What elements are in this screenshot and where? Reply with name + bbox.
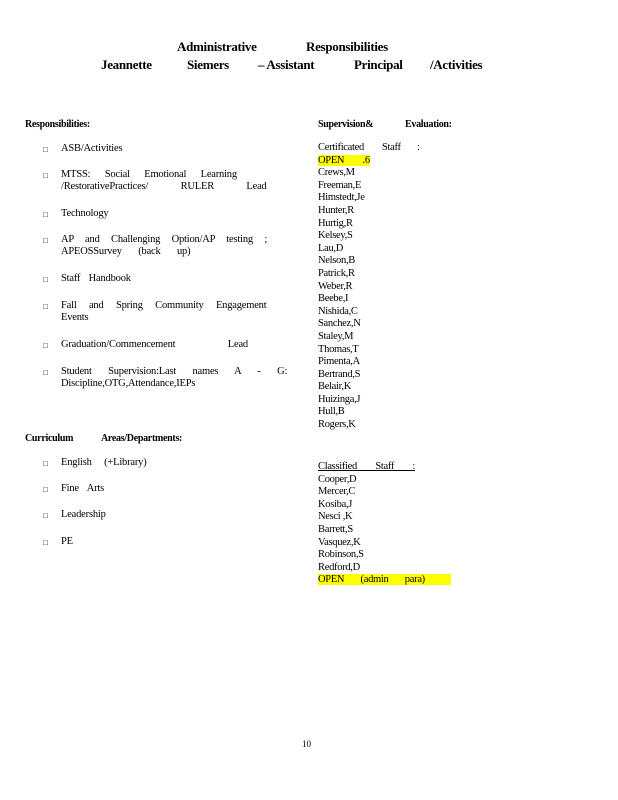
staff-name: Cooper,D [318, 473, 357, 485]
bullet-icon: □ [43, 459, 48, 468]
bullet-icon: □ [43, 538, 48, 547]
staff-name: Nishida,C [318, 305, 358, 317]
curriculum-item [61, 483, 261, 495]
item-line: Technology [61, 208, 109, 219]
item-line: PE [61, 536, 73, 547]
curriculum-heading-areas: Areas/Departments: [101, 433, 183, 444]
item-line: Graduation/Commencement Lead [61, 339, 248, 350]
staff-name: Pimenta,A [318, 356, 360, 368]
bullet-icon: □ [43, 368, 48, 377]
staff-name: Barrett,S [318, 523, 353, 535]
open-position-highlight: OPEN (admin para) [318, 574, 451, 585]
item-line: APEOSSurvey (back up) [61, 246, 191, 257]
staff-name: Staley,M [318, 330, 354, 342]
item-line: AP and Challenging Option/AP testing ; [61, 234, 268, 245]
bullet-icon: □ [43, 485, 48, 494]
page-number: 10 [302, 739, 311, 749]
staff-name: Weber,R [318, 280, 353, 292]
responsibility-item [61, 169, 267, 193]
curriculum-item [61, 457, 261, 469]
title-assistant: – Assistant [258, 57, 315, 72]
staff-name: Bertrand,S [318, 368, 361, 380]
staff-name: Belair,K [318, 381, 352, 393]
staff-name: Beebe,I [318, 293, 349, 305]
title-administrative: Administrative [177, 39, 257, 54]
responsibility-item [61, 143, 261, 155]
title-responsibilities: Responsibilities [306, 39, 388, 54]
staff-name: Rogers,K [318, 419, 356, 431]
responsibility-item [61, 366, 288, 390]
bullet-icon: □ [43, 236, 48, 245]
responsibilities-heading: Responsibilities: [25, 119, 90, 130]
certificated-staff-list [318, 142, 420, 432]
staff-name: Crews,M [318, 167, 355, 179]
certificated-label-a: Certificated [318, 142, 364, 153]
title-principal: Principal [354, 57, 403, 72]
staff-name: Robinson,S [318, 549, 364, 561]
item-line: Discipline,OTG,Attendance,IEPs [61, 378, 196, 389]
curriculum-item [61, 536, 261, 548]
bullet-icon: □ [43, 275, 48, 284]
staff-name: Kosiba,J [318, 498, 353, 510]
responsibility-item [61, 273, 261, 285]
title-last-name: Siemers [187, 57, 229, 72]
evaluation-heading: Evaluation: [405, 119, 452, 130]
staff-name: Hull,B [318, 406, 345, 418]
item-line: English (+Library) [61, 457, 147, 468]
item-line: MTSS: Social Emotional Learning [61, 169, 237, 180]
staff-name: Himstedt,Je [318, 192, 365, 204]
item-line: /RestorativePractices/ RULER Lead [61, 181, 267, 192]
item-line: Fine Arts [61, 483, 104, 494]
responsibility-item [61, 234, 268, 258]
staff-name: Vasquez,K [318, 536, 361, 548]
staff-name: Nesci ,K [318, 511, 353, 523]
bullet-icon: □ [43, 171, 48, 180]
bullet-icon: □ [43, 302, 48, 311]
bullet-icon: □ [43, 511, 48, 520]
classified-label: Classified Staff : [318, 461, 415, 472]
staff-name: Hurtig,R [318, 217, 353, 229]
staff-name: Redford,D [318, 561, 360, 573]
staff-name: Nelson,B [318, 255, 355, 267]
supervision-heading: Supervision& [318, 119, 374, 130]
responsibility-item [61, 208, 261, 220]
staff-name: Hunter,R [318, 204, 354, 216]
classified-staff-list [318, 461, 451, 587]
staff-name: Mercer,C [318, 486, 356, 498]
curriculum-item [61, 509, 261, 521]
bullet-icon: □ [43, 145, 48, 154]
bullet-icon: □ [43, 341, 48, 350]
item-line: Events [61, 312, 89, 323]
staff-name: Thomas,T [318, 343, 359, 355]
item-line: Fall and Spring Community Engagement [61, 300, 267, 311]
item-line: Leadership [61, 509, 106, 520]
responsibility-item [61, 339, 261, 351]
staff-name: Sanchez,N [318, 318, 361, 330]
open-position-highlight: OPEN .6 [318, 154, 370, 166]
item-line: Student Supervision:Last names A - G: [61, 366, 288, 377]
responsibility-item [61, 300, 267, 324]
title-first-name: Jeannette [101, 57, 152, 72]
title-activities: /Activities [430, 57, 483, 72]
bullet-icon: □ [43, 210, 48, 219]
item-line: Staff Handbook [61, 273, 131, 284]
staff-name: Lau,D [318, 242, 344, 254]
staff-name: Huizinga,J [318, 393, 361, 405]
curriculum-heading: Curriculum [25, 433, 74, 444]
certificated-label [318, 142, 420, 155]
staff-name: Freeman,E [318, 179, 362, 191]
staff-name: Patrick,R [318, 267, 355, 279]
item-line: ASB/Activities [61, 143, 123, 154]
staff-name: Kelsey,S [318, 230, 353, 242]
certificated-label-b: Staff : [381, 142, 420, 153]
